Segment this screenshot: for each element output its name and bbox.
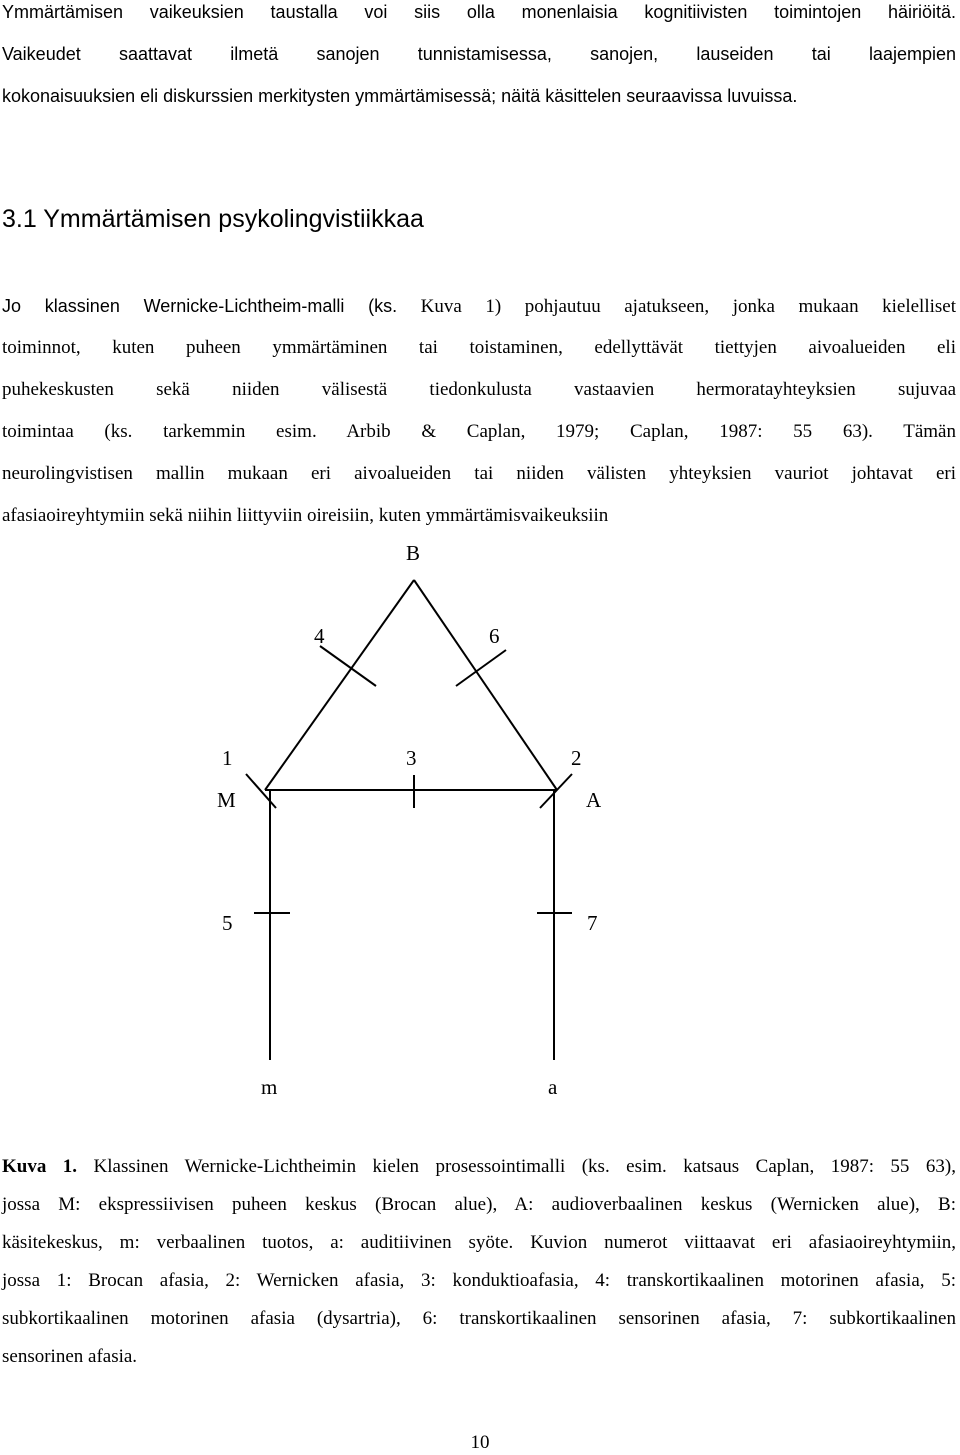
body-line-3: puhekeskusten sekä niiden välisestä tiedonkulusta vastaavien hermoratayhteyksien sujuvaa xyxy=(2,379,956,400)
edge-B-M xyxy=(265,580,414,790)
node-label-B: B xyxy=(406,541,421,565)
caption-label: Kuva 1. xyxy=(2,1156,78,1177)
node-label-M: M xyxy=(217,788,236,812)
intro-line-3: kokonaisuuksien eli diskurssien merkitysten ymmärtämisessä; näitä käsittelen seuraavissa luvuissa. xyxy=(2,86,798,106)
path-label-5: 5 xyxy=(222,911,233,935)
caption-line-3: käsitekeskus, m: verbaalinen tuotos, a: auditiivinen syöte. Kuvion numerot viittaavat eri afasiaoireyhtymiin, xyxy=(2,1232,956,1253)
body-line-1-serif: Kuva 1) pohjautuu ajatukseen, jonka mukaan kielelliset xyxy=(397,296,956,317)
path-label-1: 1 xyxy=(222,746,233,770)
body-line-6: afasiaoireyhtymiin sekä niihin liittyviin oireisiin, kuten ymmärtämisvaikeuksiin xyxy=(2,505,609,526)
node-label-m: m xyxy=(261,1075,278,1099)
node-label-A: A xyxy=(586,788,602,812)
path-label-3: 3 xyxy=(406,746,417,770)
caption-line-1 xyxy=(2,1155,956,1179)
caption-line-1-text: Klassinen Wernicke-Lichtheimin kielen prosessointimalli (ks. esim. katsaus Caplan, 1987: 55 63), xyxy=(77,1156,956,1177)
path-label-4: 4 xyxy=(314,624,325,648)
path-label-6: 6 xyxy=(489,624,500,648)
intro-line-1: Ymmärtämisen vaikeuksien taustalla voi siis olla monenlaisia kognitiivisten toimintojen häiriöitä. xyxy=(2,2,956,22)
body-line-2: toiminnot, kuten puheen ymmärtäminen tai toistaminen, edellyttävät tiettyjen aivoalueiden eli xyxy=(2,337,956,358)
caption-line-2: jossa M: ekspressiivisen puheen keskus (Brocan alue), A: audioverbaalinen keskus (Wernicken alue), B: xyxy=(2,1194,956,1215)
caption-line-4: jossa 1: Brocan afasia, 2: Wernicken afasia, 3: konduktioafasia, 4: transkortikaalinen motorinen afasia, 5: xyxy=(2,1270,956,1291)
node-label-a: a xyxy=(548,1075,558,1099)
edge-B-A xyxy=(414,580,557,790)
page-number: 10 xyxy=(470,1432,490,1453)
caption-line-6: sensorinen afasia. xyxy=(2,1346,138,1367)
body-line-5: neurolingvistisen mallin mukaan eri aivoalueiden tai niiden välisten yhteyksien vauriot johtavat eri xyxy=(2,463,956,484)
body-line-4: toimintaa (ks. tarkemmin esim. Arbib & Caplan, 1979; Caplan, 1987: 55 63). Tämän xyxy=(2,421,956,442)
caption-line-5: subkortikaalinen motorinen afasia (dysartria), 6: transkortikaalinen sensorinen afasia, 7: subkortikaalinen xyxy=(2,1308,956,1329)
lesion-mark-6 xyxy=(456,650,506,686)
body-line-1-sans: Jo klassinen Wernicke-Lichtheim-malli (ks. xyxy=(2,296,398,316)
path-label-7: 7 xyxy=(587,911,598,935)
path-label-2: 2 xyxy=(571,746,582,770)
body-line-1 xyxy=(2,294,956,319)
lesion-mark-4 xyxy=(320,646,376,686)
intro-line-2: Vaikeudet saattavat ilmetä sanojen tunnistamisessa, sanojen, lauseiden tai laajempien xyxy=(2,44,956,64)
section-heading: 3.1 Ymmärtämisen psykolingvistiikkaa xyxy=(2,205,424,233)
wernicke-lichtheim-diagram xyxy=(0,530,960,1110)
